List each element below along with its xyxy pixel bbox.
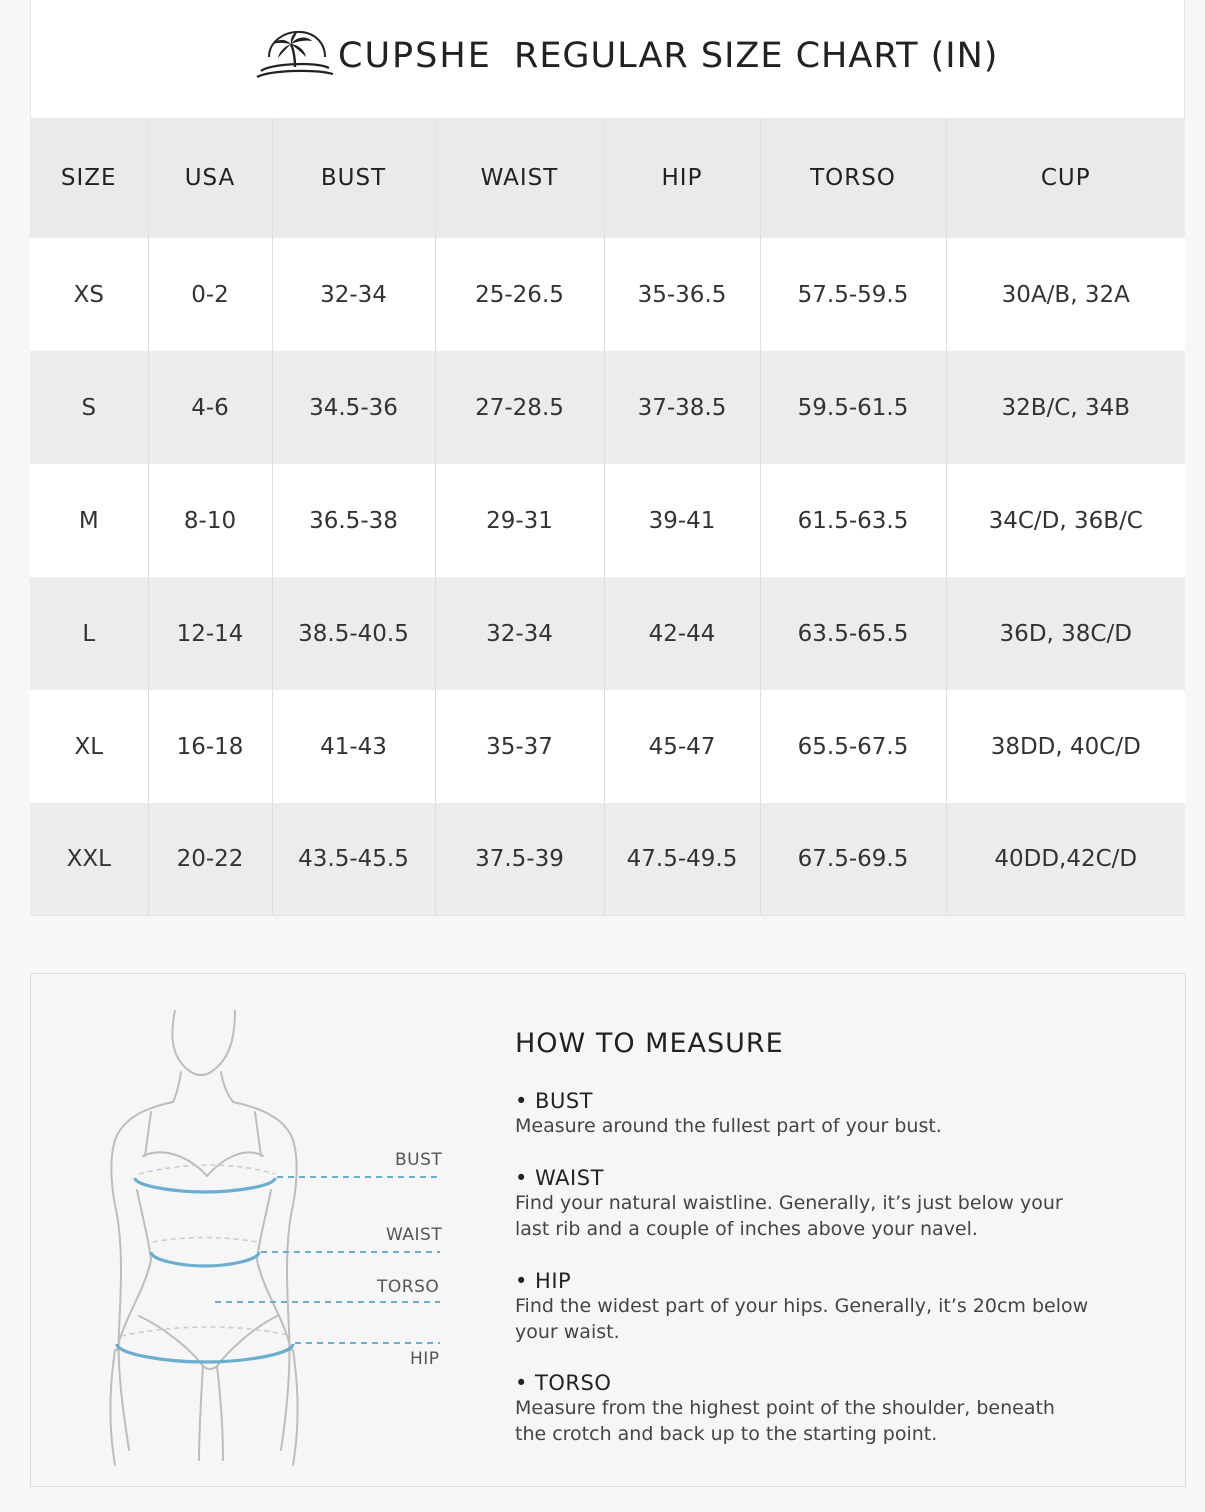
table-cell: 32B/C, 34B (946, 351, 1185, 464)
table-cell: 37-38.5 (604, 351, 760, 464)
table-cell: 43.5-45.5 (272, 803, 435, 915)
palm-tree-logo-icon (255, 27, 335, 87)
column-header: TORSO (760, 118, 946, 238)
table-cell: 34.5-36 (272, 351, 435, 464)
torso-description: Measure from the highest point of the shoulder, beneath (515, 1397, 1055, 1419)
table-cell: 41-43 (272, 690, 435, 803)
table-cell: 40DD,42C/D (946, 803, 1185, 915)
table-cell: 29-31 (435, 464, 604, 577)
brand-name: CUPSHE (338, 36, 492, 76)
table-cell: 35-37 (435, 690, 604, 803)
table-row (30, 803, 1185, 915)
hip-description: Find the widest part of your hips. Generally, it’s 20cm below (515, 1295, 1089, 1317)
column-header: USA (148, 118, 272, 238)
table-cell: 25-26.5 (435, 238, 604, 351)
table-row (30, 690, 1185, 803)
waist-description: last rib and a couple of inches above your navel. (515, 1218, 978, 1240)
table-cell: 67.5-69.5 (760, 803, 946, 915)
table-cell: 61.5-63.5 (760, 464, 946, 577)
table-cell: 59.5-61.5 (760, 351, 946, 464)
torso-heading: • TORSO (515, 1371, 612, 1395)
table-cell: 0-2 (148, 238, 272, 351)
table-cell: XL (74, 733, 104, 760)
table-cell: 38.5-40.5 (272, 577, 435, 690)
chart-header (0, 0, 1205, 118)
table-cell: 27-28.5 (435, 351, 604, 464)
table-cell: 12-14 (148, 577, 272, 690)
column-header: HIP (604, 118, 760, 238)
table-cell: 35-36.5 (604, 238, 760, 351)
torso-label: TORSO (377, 1277, 440, 1297)
column-header: CUP (946, 118, 1185, 238)
table-row (30, 577, 1185, 690)
how-to-measure-title: HOW TO MEASURE (515, 1028, 784, 1059)
table-cell: 37.5-39 (435, 803, 604, 915)
chart-title: REGULAR SIZE CHART (IN) (514, 36, 999, 76)
table-cell: 65.5-67.5 (760, 690, 946, 803)
table-cell: 4-6 (148, 351, 272, 464)
column-header: WAIST (435, 118, 604, 238)
bust-label: BUST (395, 1150, 443, 1170)
table-cell: 20-22 (148, 803, 272, 915)
table-cell: S (81, 394, 97, 421)
table-cell: 32-34 (272, 238, 435, 351)
table-cell: 34C/D, 36B/C (946, 464, 1185, 577)
table-cell: L (82, 620, 96, 647)
column-header: SIZE (60, 165, 117, 191)
table-cell: 45-47 (604, 690, 760, 803)
waist-description: Find your natural waistline. Generally, it’s just below your (515, 1192, 1063, 1214)
column-header: BUST (272, 118, 435, 238)
table-cell: 63.5-65.5 (760, 577, 946, 690)
table-row (30, 351, 1185, 464)
table-row (30, 464, 1185, 577)
table-cell: 47.5-49.5 (604, 803, 760, 915)
hip-heading: • HIP (515, 1269, 572, 1293)
torso-description: the crotch and back up to the starting point. (515, 1423, 938, 1445)
hip-description: your waist. (515, 1321, 620, 1343)
hip-label: HIP (410, 1349, 440, 1369)
table-cell: 57.5-59.5 (760, 238, 946, 351)
table-cell: XXL (66, 846, 111, 872)
bust-heading: • BUST (515, 1089, 593, 1113)
table-cell: M (78, 507, 99, 534)
table-cell: 8-10 (148, 464, 272, 577)
table-cell: 16-18 (148, 690, 272, 803)
table-cell: 36D, 38C/D (946, 577, 1185, 690)
table-cell: 30A/B, 32A (946, 238, 1185, 351)
table-row (30, 238, 1185, 351)
table-cell: XS (73, 281, 104, 308)
waist-heading: • WAIST (515, 1166, 604, 1190)
table-cell: 42-44 (604, 577, 760, 690)
table-cell: 32-34 (435, 577, 604, 690)
table-cell: 39-41 (604, 464, 760, 577)
table-cell: 36.5-38 (272, 464, 435, 577)
waist-label: WAIST (386, 1225, 443, 1245)
bust-description: Measure around the fullest part of your bust. (515, 1115, 942, 1137)
table-cell: 38DD, 40C/D (946, 690, 1185, 803)
size-table (30, 118, 1185, 915)
table-header-row (30, 118, 1185, 238)
